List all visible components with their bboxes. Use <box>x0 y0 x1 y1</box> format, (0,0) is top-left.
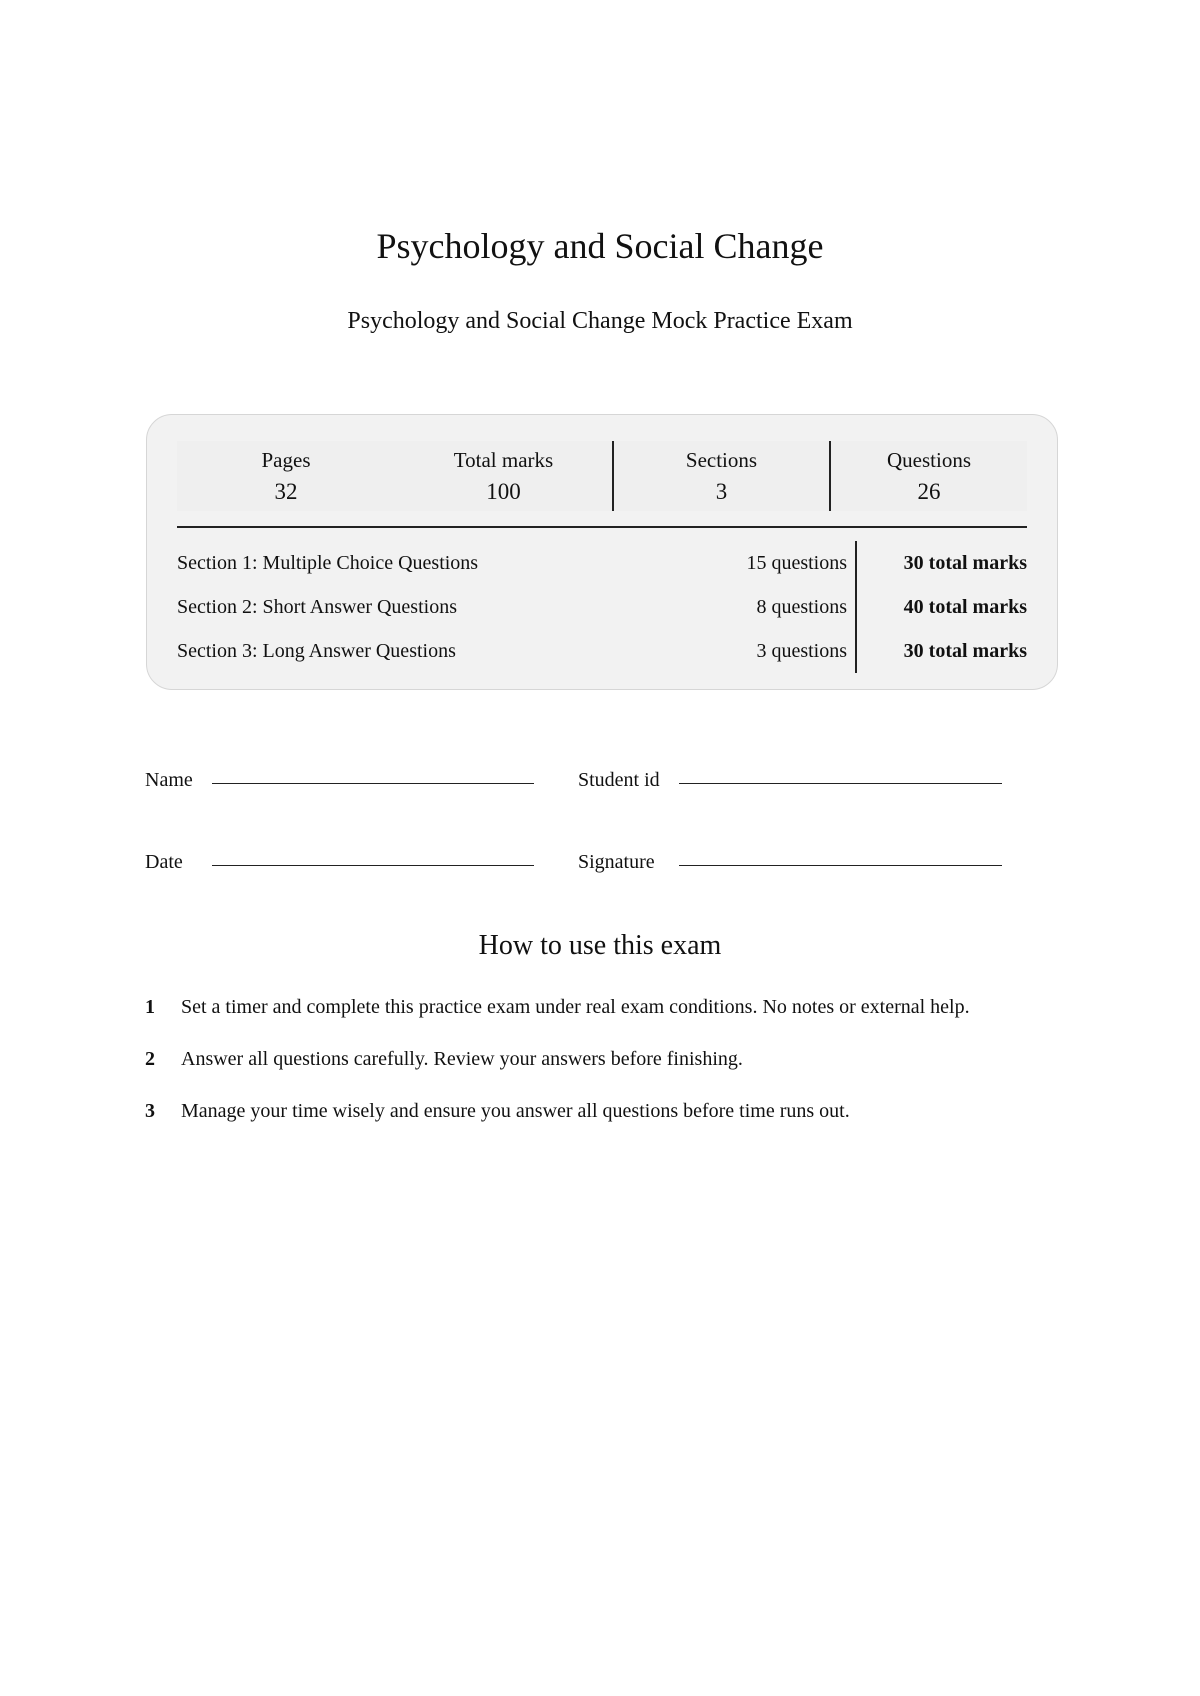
section-question-count: 15 questions <box>697 541 857 585</box>
section-question-count: 8 questions <box>697 585 857 629</box>
exam-summary-box <box>146 414 1058 690</box>
section-name: Section 1: Multiple Choice Questions <box>177 551 479 574</box>
student-id-field[interactable] <box>679 783 1002 784</box>
section-marks: 30 total marks <box>903 551 1027 574</box>
instructions-list <box>145 995 1075 1151</box>
instruction-step <box>145 1099 1075 1151</box>
section-row <box>177 629 1027 673</box>
date-label: Date <box>145 851 183 873</box>
exam-subtitle: Psychology and Social Change Mock Practice Exam <box>347 308 853 334</box>
stat-questions-label: Questions <box>887 448 971 472</box>
stat-sections-value: 3 <box>715 479 728 504</box>
step-text: Answer all questions carefully. Review your answers before finishing. <box>181 1048 743 1070</box>
instructions-title: How to use this exam <box>478 930 722 961</box>
summary-divider <box>177 526 1027 528</box>
stat-sections <box>612 441 829 511</box>
name-label: Name <box>145 769 193 791</box>
step-number: 2 <box>145 1048 155 1070</box>
section-name: Section 2: Short Answer Questions <box>177 595 457 618</box>
stat-total-marks <box>395 441 612 511</box>
signature-label: Signature <box>578 851 655 873</box>
section-row <box>177 585 1027 629</box>
student-id-label: Student id <box>578 769 660 791</box>
instruction-step <box>145 1047 1075 1099</box>
section-row <box>177 541 1027 585</box>
signature-field[interactable] <box>679 865 1002 866</box>
exam-title: Psychology and Social Change <box>376 226 824 266</box>
stats-row <box>177 441 1027 511</box>
stat-total-marks-label: Total marks <box>453 448 554 472</box>
stat-questions <box>829 441 1027 511</box>
section-marks: 40 total marks <box>903 595 1027 618</box>
step-text: Manage your time wisely and ensure you answer all questions before time runs out. <box>181 1100 850 1122</box>
section-question-count: 3 questions <box>697 629 857 673</box>
stat-pages-value: 32 <box>274 479 298 504</box>
stat-total-marks-value: 100 <box>486 479 521 504</box>
step-number: 1 <box>145 996 155 1018</box>
step-text: Set a timer and complete this practice exam under real exam conditions. No notes or external help. <box>181 996 970 1018</box>
name-field[interactable] <box>212 783 534 784</box>
date-field[interactable] <box>212 865 534 866</box>
section-name: Section 3: Long Answer Questions <box>177 639 456 662</box>
section-marks: 30 total marks <box>903 639 1027 662</box>
instruction-step <box>145 995 1075 1047</box>
step-number: 3 <box>145 1100 155 1122</box>
stat-sections-label: Sections <box>685 448 758 472</box>
section-list <box>177 541 1027 673</box>
stat-pages <box>177 441 395 511</box>
stat-questions-value: 26 <box>917 479 941 504</box>
stat-pages-label: Pages <box>261 448 311 472</box>
